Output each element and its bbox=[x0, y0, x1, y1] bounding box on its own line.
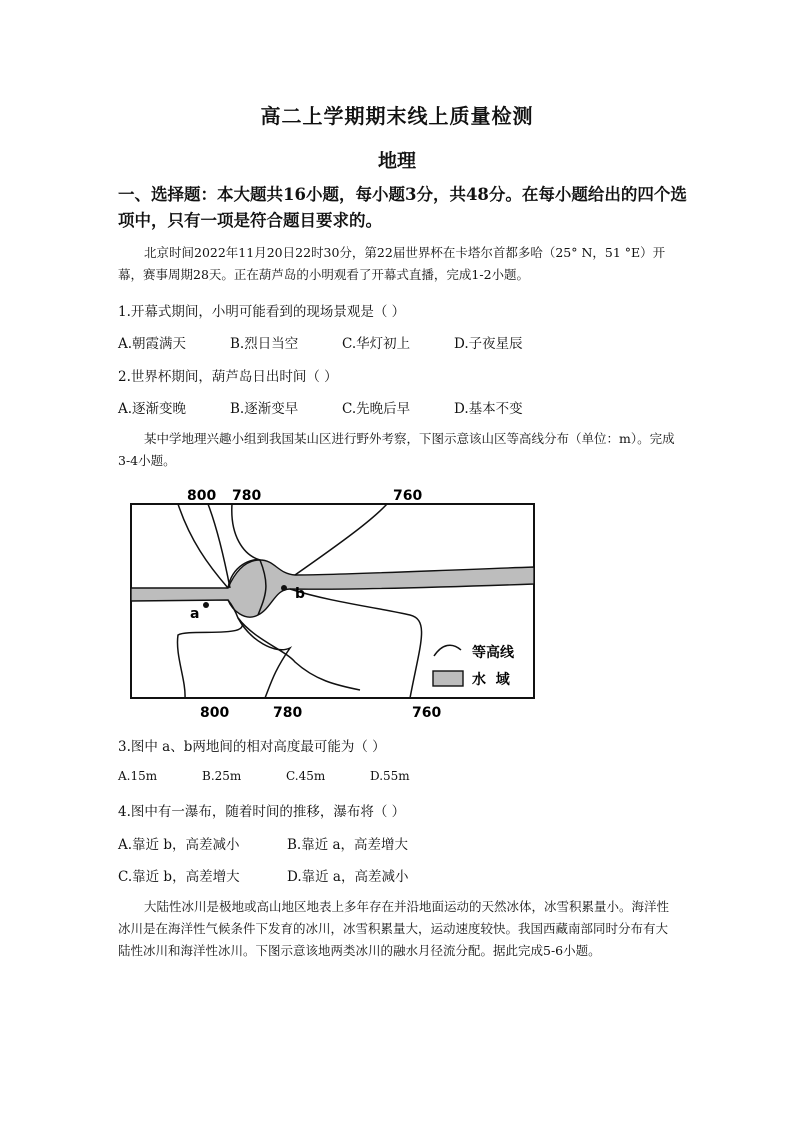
contour-line bbox=[238, 618, 290, 698]
contour-map bbox=[120, 480, 540, 722]
q3-option-c[interactable]: C.45m bbox=[286, 769, 326, 783]
q2-option-b[interactable]: B.逐渐变早 bbox=[230, 401, 299, 417]
material-1-text: 北京时间2022年11月20日22时30分，第22届世界杯在卡塔尔首都多哈（25° N，51 °E）开幕，赛事周期28天。正在葫芦岛的小明观看了开幕式直播，完成1-2小题。 bbox=[118, 245, 666, 282]
q4-option-a[interactable]: A.靠近 b，高差减小 bbox=[118, 837, 240, 853]
point-a-marker bbox=[203, 602, 209, 608]
material-3-text: 大陆性冰川是极地或高山地区地表上多年存在并沿地面运动的天然冰体，冰雪积累量小。海洋性冰川是在海洋性气候条件下发育的冰川，冰雪积累量大，运动速度较快。我国西藏南部同时分布有大陆性冰川和海洋性冰川。下图示意该地两类冰川的融水月径流分配。据此完成5-6小题。 bbox=[118, 899, 670, 958]
material-2-text: 某中学地理兴趣小组到我国某山区进行野外考察，下图示意该山区等高线分布（单位：m）。完成3-4小题。 bbox=[118, 431, 675, 468]
subject-title: 地理 bbox=[377, 150, 416, 172]
q3-option-d[interactable]: D.55m bbox=[370, 769, 410, 783]
q4-option-c[interactable]: C.靠近 b，高差增大 bbox=[118, 869, 240, 885]
contour-line bbox=[238, 618, 360, 690]
contour-line bbox=[290, 589, 422, 698]
q3-stem: 3.图中 a、b两地间的相对高度最可能为（ ） bbox=[118, 739, 386, 755]
contour-line bbox=[208, 504, 230, 588]
legend-water-symbol bbox=[433, 671, 463, 686]
point-b-marker bbox=[281, 585, 287, 591]
map-label-top-760: 760 bbox=[393, 488, 423, 504]
q2-option-a[interactable]: A.逐渐变晚 bbox=[118, 401, 187, 417]
map-label-bottom-800: 800 bbox=[200, 705, 230, 721]
map-label-top-800: 800 bbox=[187, 488, 217, 504]
map-label-bottom-780: 780 bbox=[273, 705, 303, 721]
contour-line bbox=[232, 504, 260, 560]
q4-stem: 4.图中有一瀑布，随着时间的推移，瀑布将（ ） bbox=[118, 804, 406, 820]
map-label-bottom-760: 760 bbox=[412, 705, 442, 721]
point-b-label: b bbox=[295, 586, 306, 602]
q2-option-d[interactable]: D.基本不变 bbox=[454, 401, 523, 417]
map-label-top-780: 780 bbox=[232, 488, 262, 504]
q1-stem: 1.开幕式期间，小明可能看到的现场景观是（ ） bbox=[118, 304, 406, 320]
material-2 bbox=[118, 428, 678, 472]
legend-water-label: 水 域 bbox=[472, 672, 510, 688]
q1-option-d[interactable]: D.子夜星辰 bbox=[454, 336, 523, 352]
contour-line bbox=[295, 504, 387, 575]
q3-option-b[interactable]: B.25m bbox=[202, 769, 242, 783]
section-heading: 一、选择题：本大题共16小题，每小题3分，共48分。在每小题给出的四个选项中，只有一项是符合题目要求的。 bbox=[118, 185, 687, 230]
legend-contour-symbol bbox=[434, 645, 461, 656]
q4-option-b[interactable]: B.靠近 a，高差增大 bbox=[287, 837, 409, 853]
q2-stem: 2.世界杯期间，葫芦岛日出时间（ ） bbox=[118, 369, 338, 385]
q1-option-c[interactable]: C.华灯初上 bbox=[342, 336, 411, 352]
point-a-label: a bbox=[190, 606, 200, 622]
contour-line bbox=[177, 600, 242, 698]
q2-option-c[interactable]: C.先晚后早 bbox=[342, 401, 411, 417]
q1-option-b[interactable]: B.烈日当空 bbox=[230, 336, 299, 352]
q3-option-a[interactable]: A.15m bbox=[118, 769, 158, 783]
page-title: 高二上学期期末线上质量检测 bbox=[260, 104, 534, 128]
q1-option-a[interactable]: A.朝霞满天 bbox=[118, 336, 187, 352]
legend-contour-label: 等高线 bbox=[472, 645, 514, 661]
material-3 bbox=[118, 896, 678, 962]
q4-option-d[interactable]: D.靠近 a，高差减小 bbox=[287, 869, 409, 885]
material-1 bbox=[118, 242, 678, 286]
